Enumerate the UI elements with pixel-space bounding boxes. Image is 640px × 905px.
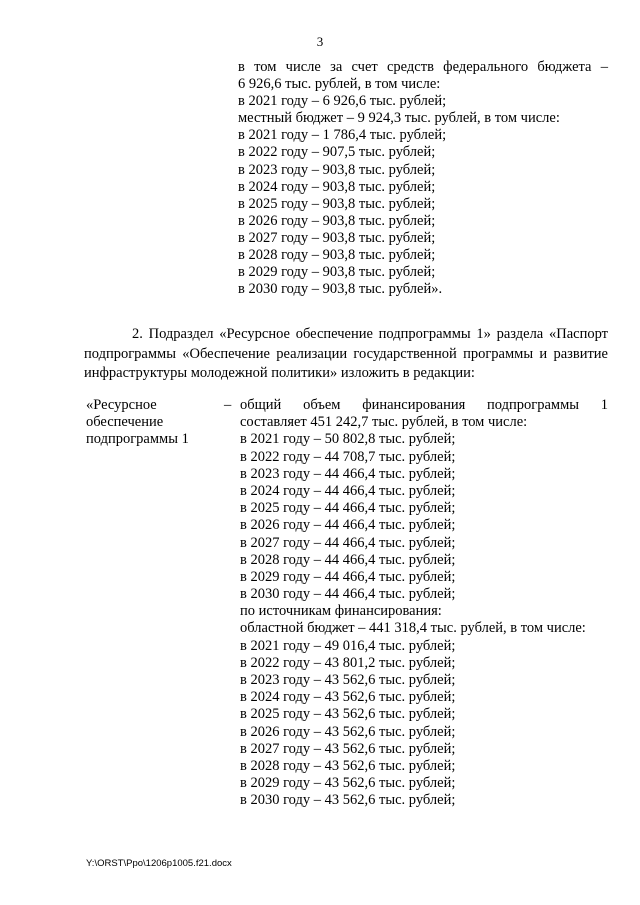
text-line: в 2023 году – 903,8 тыс. рублей;	[238, 161, 436, 178]
text-line: по источникам финансирования:	[240, 603, 442, 620]
text-line: инфраструктуры молодежной политики» изложить в редакции:	[84, 365, 475, 381]
text-line: в 2030 году – 44 466,4 тыс. рублей;	[240, 586, 456, 603]
text-line: в 2030 году – 903,8 тыс. рублей».	[238, 281, 443, 298]
resource-provision-text	[240, 397, 608, 810]
text-line: в 2027 году – 903,8 тыс. рублей;	[238, 229, 436, 246]
label-line: «Ресурсное	[86, 397, 157, 413]
text-line: в 2021 году – 49 016,4 тыс. рублей;	[240, 637, 456, 654]
text-line: в 2025 году – 43 562,6 тыс. рублей;	[240, 706, 456, 723]
text-line: в 2028 году – 43 562,6 тыс. рублей;	[240, 757, 456, 774]
page-number: 3	[316, 34, 324, 49]
text-line: в 2028 году – 903,8 тыс. рублей;	[238, 247, 436, 264]
text-line: в 2027 году – 43 562,6 тыс. рублей;	[240, 740, 456, 757]
text-line: 6 926,6 тыс. рублей, в том числе:	[238, 76, 441, 93]
text-line: в 2029 году – 903,8 тыс. рублей;	[238, 264, 436, 281]
text-line: в том числе за счет средств федерального бюджета –	[238, 59, 608, 75]
amendment-paragraph	[84, 325, 608, 384]
text-line: составляет 451 242,7 тыс. рублей, в том числе:	[240, 414, 528, 431]
label-line: подпрограммы 1	[86, 431, 189, 448]
text-line: в 2021 году – 6 926,6 тыс. рублей;	[238, 93, 447, 110]
text-line: в 2022 году – 907,5 тыс. рублей;	[238, 144, 436, 161]
text-line: в 2022 году – 44 708,7 тыс. рублей;	[240, 448, 456, 465]
label-line: обеспечение	[86, 414, 164, 431]
text-line: в 2024 году – 903,8 тыс. рублей;	[238, 178, 436, 195]
text-line: в 2029 году – 44 466,4 тыс. рублей;	[240, 568, 456, 585]
text-line: в 2029 году – 43 562,6 тыс. рублей;	[240, 775, 456, 792]
text-line: в 2024 году – 43 562,6 тыс. рублей;	[240, 689, 456, 706]
text-line: 2. Подраздел «Ресурсное обеспечение подпрограммы 1» раздела «Паспорт	[132, 326, 608, 342]
text-line: подпрограммы «Обеспечение реализации государственной программы и развитие	[84, 345, 608, 362]
text-line: в 2024 году – 44 466,4 тыс. рублей;	[240, 482, 456, 499]
text-line: в 2025 году – 44 466,4 тыс. рублей;	[240, 500, 456, 517]
text-line: общий объем финансирования подпрограммы 1	[240, 397, 608, 413]
funding-continuation	[238, 59, 608, 298]
table-dash: –	[224, 397, 232, 413]
file-path-footer: Y:\ORST\Ppo\1206p1005.f21.docx	[86, 858, 232, 869]
text-line: в 2025 году – 903,8 тыс. рублей;	[238, 195, 436, 212]
text-line: в 2030 году – 43 562,6 тыс. рублей;	[240, 792, 456, 809]
table-label	[86, 397, 206, 448]
text-line: в 2026 году – 43 562,6 тыс. рублей;	[240, 723, 456, 740]
text-line: в 2021 году – 50 802,8 тыс. рублей;	[240, 431, 456, 448]
text-line: в 2027 году – 44 466,4 тыс. рублей;	[240, 534, 456, 551]
text-line: в 2021 году – 1 786,4 тыс. рублей;	[238, 127, 447, 144]
text-line: областной бюджет – 441 318,4 тыс. рублей, в том числе:	[240, 620, 586, 637]
text-line: в 2028 году – 44 466,4 тыс. рублей;	[240, 551, 456, 568]
text-line: в 2026 году – 903,8 тыс. рублей;	[238, 212, 436, 229]
text-line: в 2023 году – 43 562,6 тыс. рублей;	[240, 672, 456, 688]
text-line: в 2026 году – 44 466,4 тыс. рублей;	[240, 517, 456, 534]
text-line: в 2023 году – 44 466,4 тыс. рублей;	[240, 465, 456, 482]
text-line: в 2022 году – 43 801,2 тыс. рублей;	[240, 654, 456, 671]
text-line: местный бюджет – 9 924,3 тыс. рублей, в том числе:	[238, 110, 560, 127]
